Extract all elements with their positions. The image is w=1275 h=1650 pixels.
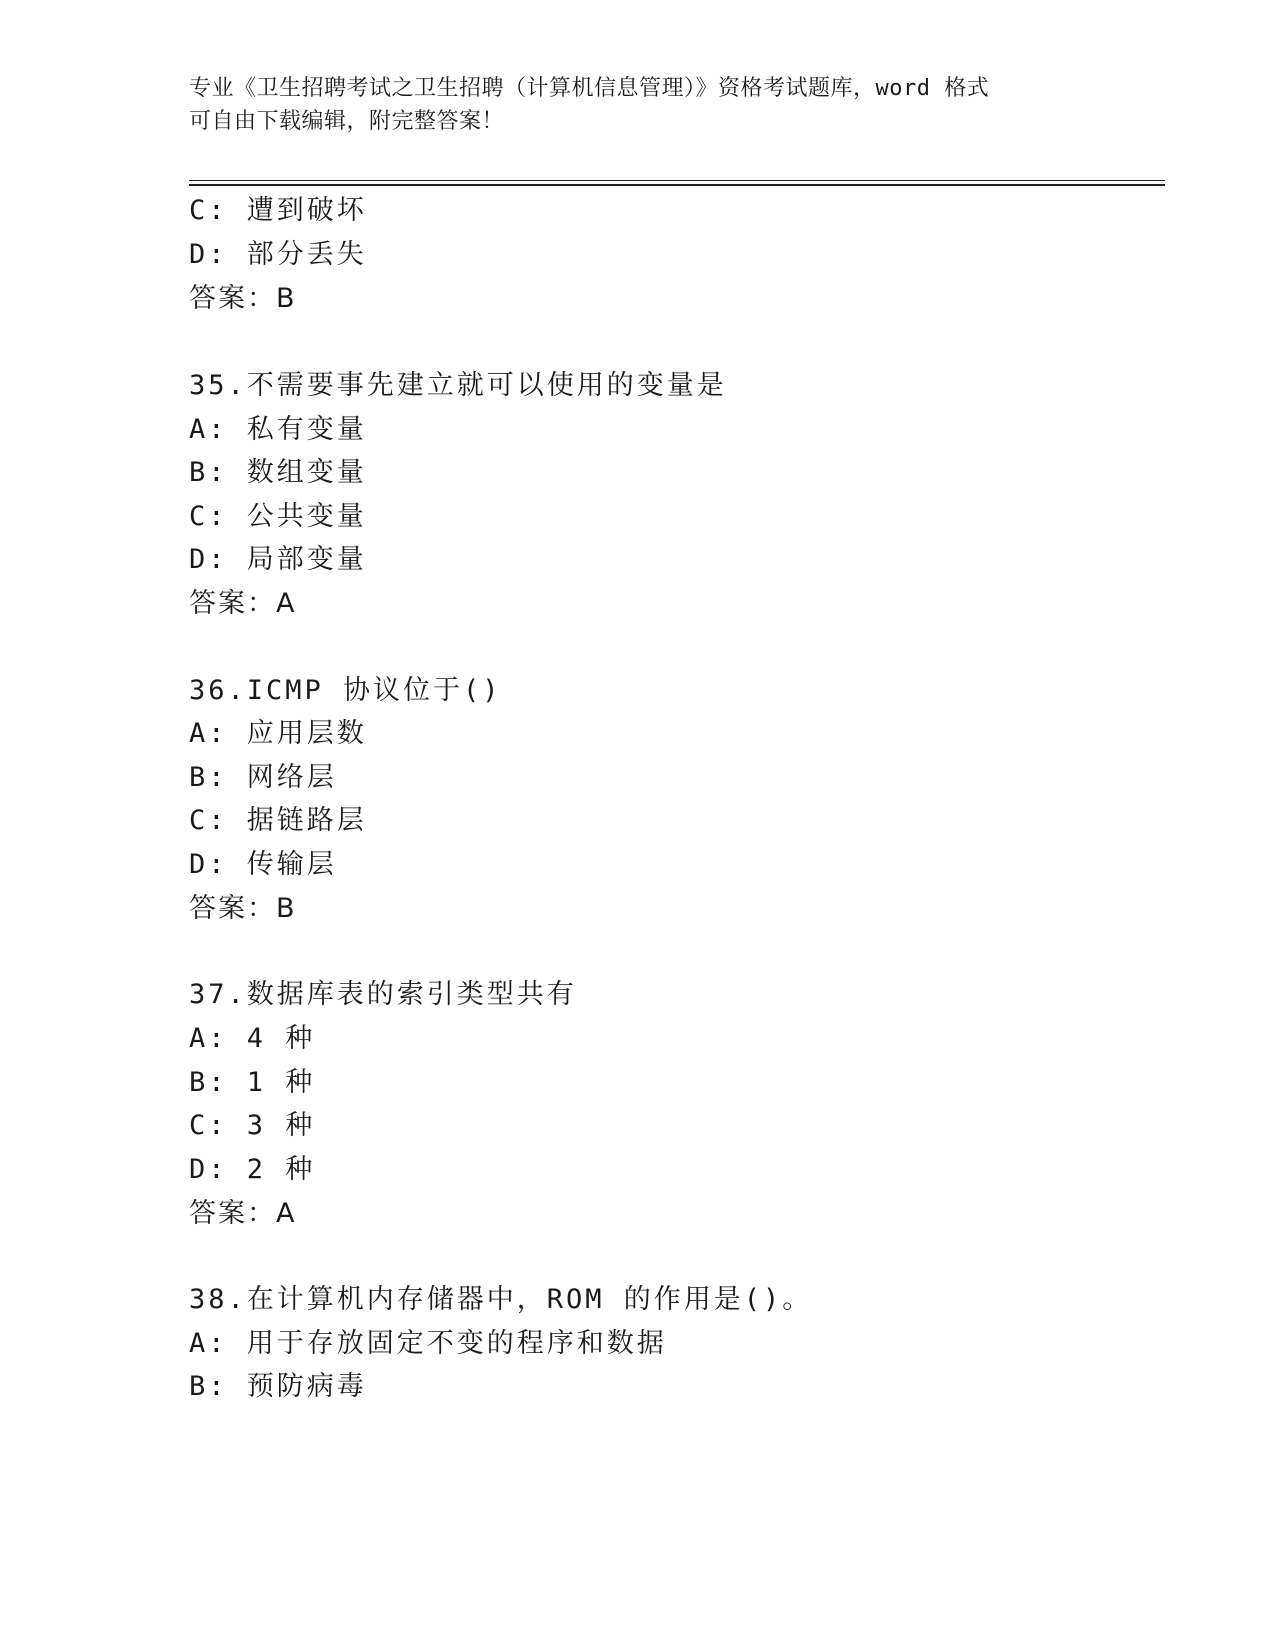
answer: 答案：A [189,1198,297,1229]
option-a: A: 4 种 [189,1023,316,1054]
option-b: B: 数组变量 [189,457,367,488]
question-stem: 38.在计算机内存储器中，ROM 的作用是()。 [189,1284,813,1315]
question-stem: 35.不需要事先建立就可以使用的变量是 [189,370,727,401]
option-c: C: 遭到破坏 [189,195,367,226]
option-a: A: 用于存放固定不变的程序和数据 [189,1328,667,1359]
header-line-1: 专业《卫生招聘考试之卫生招聘（计算机信息管理）》资格考试题库，word 格式 [189,76,990,101]
header-line-2: 可自由下载编辑，附完整答案！ [189,109,505,134]
option-c: C: 公共变量 [189,501,367,532]
question-stem: 36.ICMP 协议位于() [189,675,502,706]
option-d: D: 部分丢失 [189,239,367,270]
option-c: C: 3 种 [189,1110,316,1141]
question-stem: 37.数据库表的索引类型共有 [189,979,577,1010]
option-b: B: 1 种 [189,1067,316,1098]
header-divider-thin [189,180,1165,181]
option-c: C: 据链路层 [189,805,367,836]
answer: 答案：A [189,588,297,619]
answer: 答案：B [189,283,297,314]
option-d: D: 传输层 [189,849,337,880]
option-b: B: 网络层 [189,762,337,793]
option-a: A: 应用层数 [189,718,367,749]
option-b: B: 预防病毒 [189,1371,367,1402]
option-d: D: 局部变量 [189,544,367,575]
header-divider-thick [189,184,1165,186]
answer: 答案：B [189,893,297,924]
option-d: D: 2 种 [189,1154,316,1185]
document-header [189,72,1089,138]
option-a: A: 私有变量 [189,414,367,445]
